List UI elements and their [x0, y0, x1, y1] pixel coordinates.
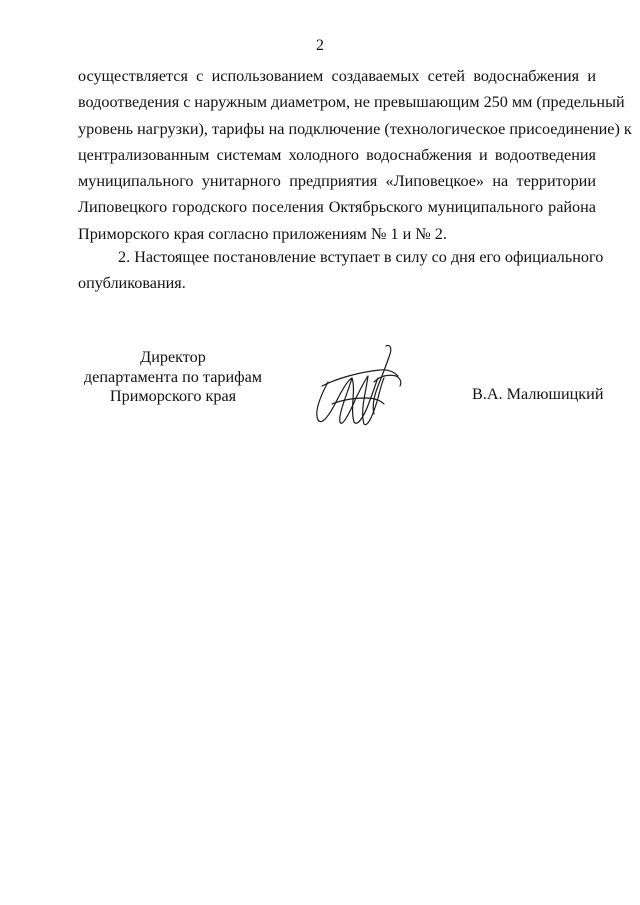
- paragraph-1-line: уровень нагрузки), тарифы на подключение (технологическое присоединение) к: [78, 119, 632, 138]
- paragraph-1-line: водоотведения с наружным диаметром, не превышающим 250 мм (предельный: [78, 93, 625, 112]
- signatory-title-line: Приморского края: [109, 387, 237, 405]
- paragraph-2-line: опубликования.: [78, 274, 186, 293]
- paragraph-2-line: 2. Настоящее постановление вступает в силу со дня его официального: [118, 248, 604, 266]
- paragraph-1-line: централизованным системам холодного водоснабжения и водоотведения: [78, 145, 596, 164]
- paragraph-1-line: Липовецкого городского поселения Октябрьского муниципального района: [78, 198, 596, 217]
- signatory-title-line: Директор: [140, 348, 206, 366]
- paragraph-2: [78, 244, 604, 297]
- paragraph-1: [78, 63, 632, 247]
- page-number: 2: [316, 37, 324, 54]
- signatory-title: [78, 348, 268, 407]
- handwritten-signature: [308, 342, 408, 434]
- paragraph-1-line: муниципального унитарного предприятия «Липовецкое» на территории: [78, 172, 596, 191]
- paragraph-1-line: Приморского края согласно приложениям № 1 и № 2.: [78, 224, 447, 243]
- signatory-name: В.А. Малюшицкий: [472, 385, 604, 403]
- paragraph-1-line: осуществляется с использованием создаваемых сетей водоснабжения и: [78, 67, 596, 85]
- signatory-title-line: департамента по тарифам: [83, 367, 263, 386]
